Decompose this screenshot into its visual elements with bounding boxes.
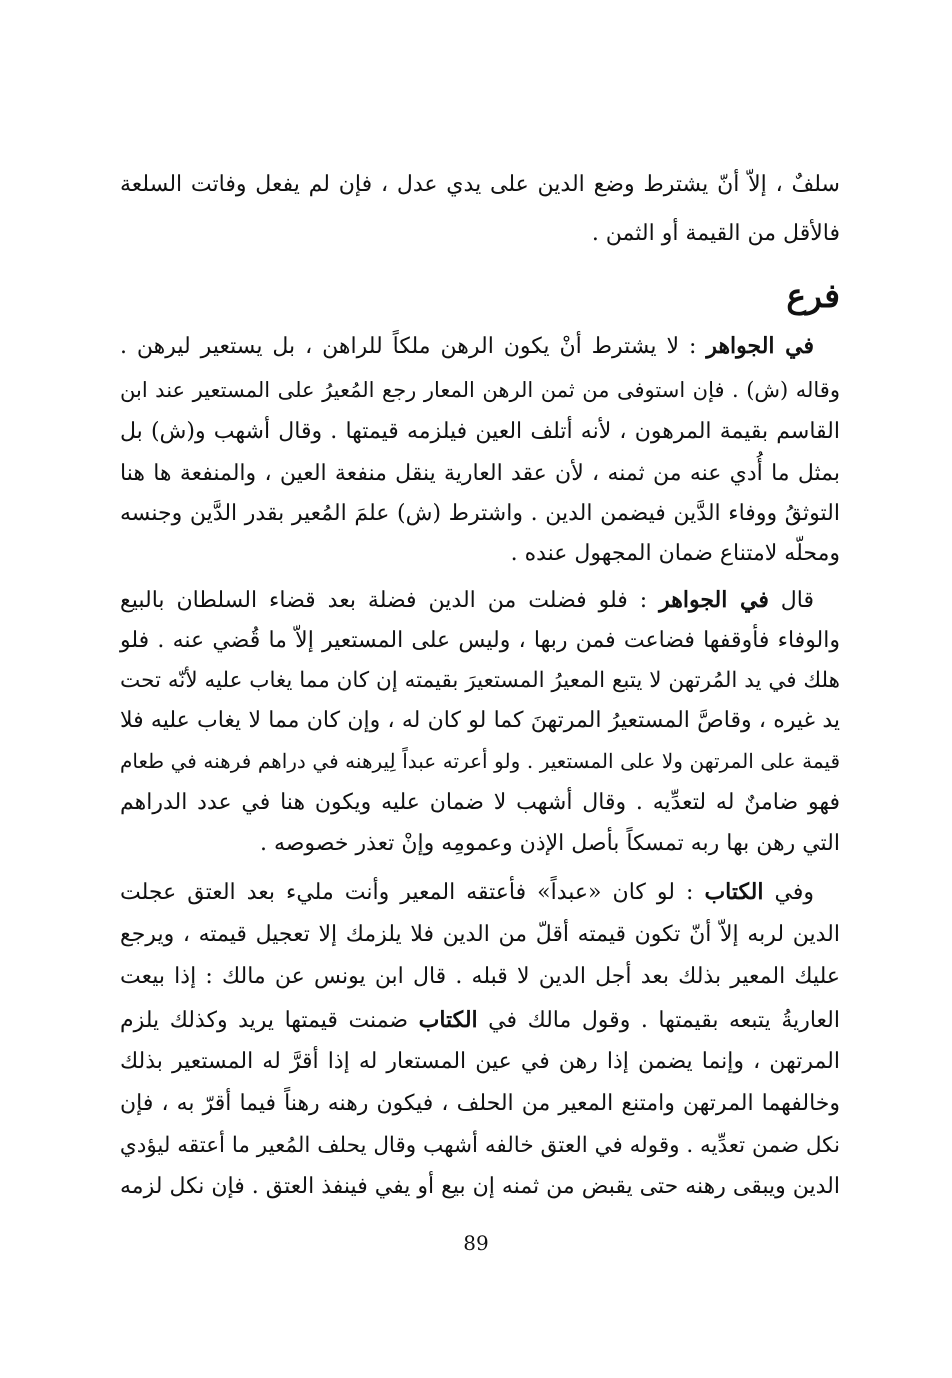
text-line: يد غيره ، وقاصَّ المستعيرُ المرتهنَ كما لو كان له ، وإن كان مما لا يغاب عليه فلا: [120, 708, 840, 733]
text-line: الدين لربه إلاّ أنّ تكون قيمته أقلّ من الدين فلا يلزمك إلا تعجيل قيمته ، ويرجع: [120, 922, 840, 947]
text-line: الدين ويبقى رهنه حتى يقبض من ثمنه إن بيع أو يفي فينفذ العتق . فإن نكل لزمه: [120, 1174, 840, 1199]
source-title: الكتاب: [704, 879, 764, 905]
text-span: قال: [768, 588, 815, 613]
paragraph-first-line: [120, 585, 814, 619]
source-title: في الجواهر: [659, 587, 769, 613]
text-line: بمثل ما أُدي عنه من ثمنه ، لأن عقد العارية ينقل منفعة العين ، والمنفعة ها هنا: [120, 461, 840, 486]
text-line: نكل ضمن تعدِّيه . وقوله في العتق خالفه أشهب وقال يحلف المُعير ما أعتقه ليؤدي: [119, 1133, 840, 1158]
text-line: قيمة على المرتهن ولا على المستعير . ولو أعرته عبداً لِيرهنه في دراهم فرهنه في طعام: [120, 749, 840, 773]
text-span: وفي: [763, 880, 814, 905]
text-span: : لا يشترط أنْ يكون الرهن ملكاً للراهن ، بل يستعير ليرهن .: [120, 334, 707, 359]
text-line: فهو ضامنٌ له لتعدِّيه . وقال أشهب لا ضمان عليه ويكون هنا في عدد الدراهم: [120, 790, 840, 815]
text-line: التي رهن بها ربه تمسكاً بأصل الإذن وعمومِه وإنْ تعذر خصوصه .: [259, 831, 840, 856]
text-span: : لو كان «عبداً» فأعتقه المعير وأنت مليء بعد العتق عجلت: [120, 880, 705, 905]
text-span: : فلو فضلت من الدين فضلة بعد قضاء السلطان بالبيع: [120, 588, 660, 613]
text-span: ضمنت قيمتها يريد وكذلك يلزم: [120, 1008, 419, 1033]
text-line: ومحلّه لامتناع ضمان المجهول عنده .: [510, 541, 840, 566]
text-line: التوثقُ ووفاء الدَّين فيضمن الدين . واشترط (ش) علمَ المُعير بقدر الدَّين وجنسه: [120, 501, 840, 526]
text-line: وخالفهما المرتهن وامتنع المعير من الحلف ، فيكون رهنه رهناً فيما أقرّ به ، فإن: [120, 1091, 840, 1116]
text-line: وقاله (ش) . فإن استوفى من ثمن الرهن المعار رجع المُعيرُ على المستعير عند ابن: [120, 378, 840, 402]
source-title: الكتاب: [418, 1007, 478, 1033]
text-span: العاريةُ يتبعه بقيمتها . وقول مالك في: [477, 1008, 840, 1033]
paragraph-first-line: [120, 877, 814, 911]
text-line: سلفٌ ، إلاّ أنّ يشترط وضع الدين على يدي عدل ، فإن لم يفعل وفاتت السلعة: [120, 172, 840, 197]
text-line: [120, 1005, 840, 1039]
paragraph-first-line: [120, 331, 814, 365]
text-line: القاسم بقيمة المرهون ، لأنه أتلف العين فيلزمه قيمتها . وقال أشهب و(ش) بل: [120, 419, 840, 444]
source-title: في الجواهر: [706, 333, 814, 359]
text-line: فالأقل من القيمة أو الثمن .: [591, 221, 840, 246]
text-line: هلك في يد المُرتهن لا يتبع المعيرُ المستعيرَ بقيمته إن كان مما يغاب عليه لأنّه تحت: [120, 668, 840, 693]
page-number: 89: [463, 1231, 489, 1255]
text-line: والوفاء فأوقفها فضاعت فمن ربها ، وليس على المستعير إلاّ ما قُضي عنه . فلو: [120, 628, 840, 653]
section-heading: فرع: [786, 276, 840, 315]
text-line: عليك المعير بذلك بعد أجل الدين لا قبله . قال ابن يونس عن مالك : إذا بيعت: [120, 964, 840, 989]
text-line: المرتهن ، وإنما يضمن إذا رهن في عين المستعار له إذا أقرَّ له المستعير بذلك: [120, 1049, 840, 1074]
